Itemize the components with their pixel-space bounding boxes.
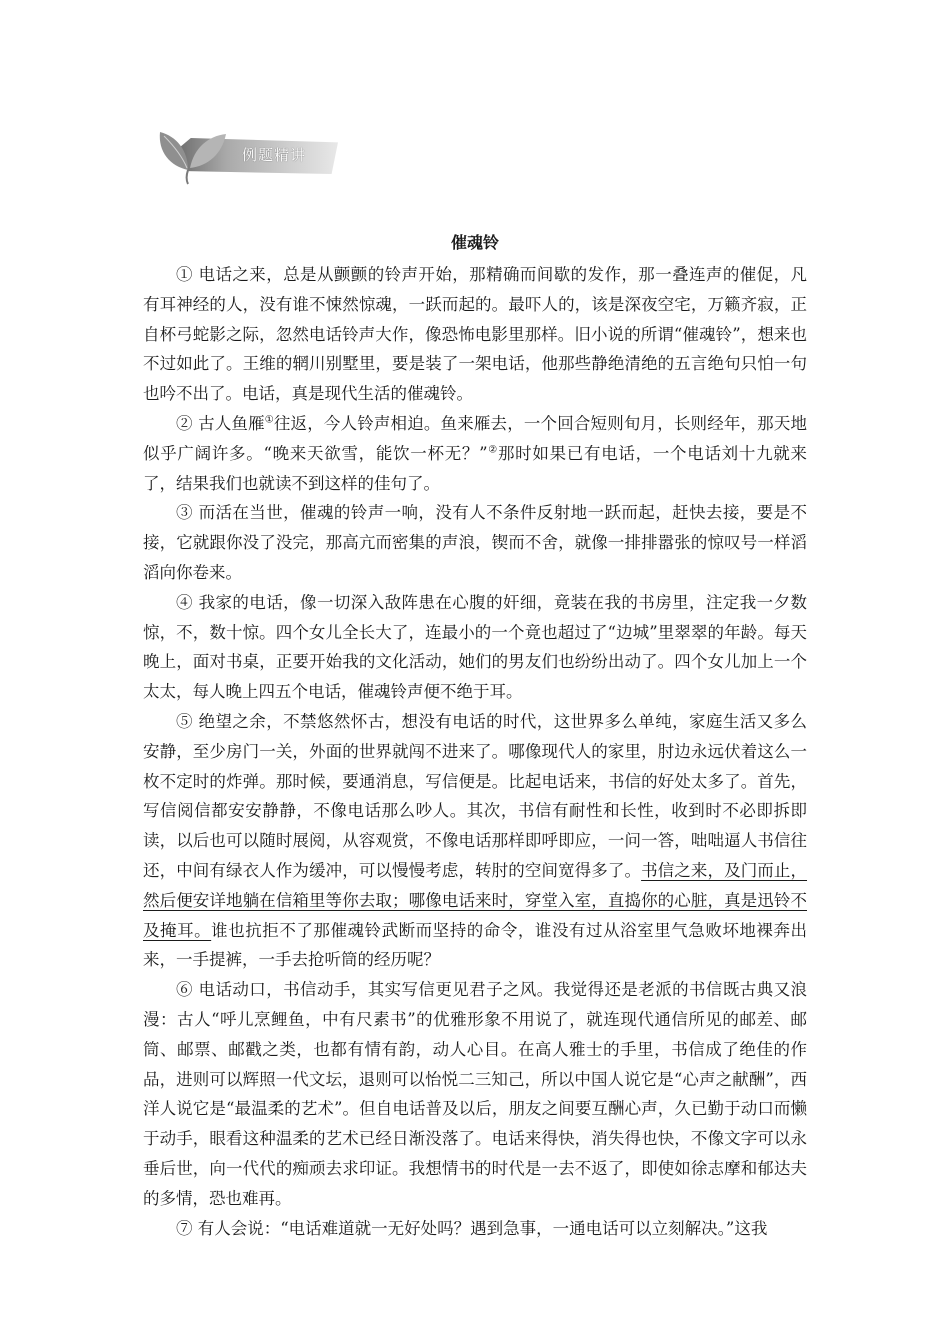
article-paragraph: [143, 260, 807, 409]
article-paragraph: [143, 588, 807, 707]
paragraph-text: ④ 我家的电话，像一切深入敌阵患在心腹的奸细，竟装在我的书房里，注定我一夕数惊，不，数十惊。四个女儿全长大了，连最小的一个竟也超过了“边城”里翠翠的年龄。每天晚上，面对书桌，正要开始我的文化活动，她们的男友们也纷纷出动了。四个女儿加上一个太太，每人晚上四五个电话，催魂铃声便不绝于耳。: [143, 592, 807, 702]
paragraph-text: 那时如果已有电话，一个电话刘十九就来了，结果我们也就读不到这样的佳句了。: [143, 443, 808, 493]
leaf-icon: [150, 118, 230, 186]
article-paragraph: [143, 1214, 807, 1244]
article-title: 催魂铃: [450, 233, 499, 252]
badge-label: 例题精讲: [242, 146, 307, 164]
article: [143, 232, 807, 1243]
paragraph-text: ③ 而活在当世，催魂的铃声一响，没有人不条件反射地一跃而起，赶快去接，要是不接，它就跟你没了没完，那高亢而密集的声浪，锲而不舍，就像一排排嚣张的惊叹号一样滔滔向你卷来。: [143, 503, 807, 582]
paragraph-text: ⑦ 有人会说：“电话难道就一无好处吗？遇到急事，一通电话可以立刻解决。”这我: [176, 1218, 768, 1238]
article-paragraph: [143, 498, 807, 587]
article-paragraph: [143, 975, 807, 1213]
paragraph-text: 往返，今人铃声相迫。鱼来雁去，一个回合短则旬月，长则经年，那天地似乎广阔许多。“晚来天欲雪，能饮一杯无？”: [143, 413, 808, 463]
section-badge: [150, 118, 340, 186]
article-body: [143, 260, 807, 1243]
paragraph-text: 谁也抗拒不了那催魂铃武断而坚持的命令，谁没有过从浴室里气急败坏地裸奔出来，一手提裤，一手去抢听筒的经历呢？: [143, 920, 808, 970]
footnote-marker: ②: [487, 444, 498, 456]
paragraph-text: ⑥ 电话动口，书信动手，其实写信更见君子之风。我觉得还是老派的书信既古典又浪漫：古人“呼儿烹鲤鱼，中有尺素书”的优雅形象不用说了，就连现代通信所见的邮差、邮筒、邮票、邮戳之类，也都有情有韵，动人心目。在高人雅士的手里，书信成了绝佳的作品，进则可以辉照一代文坛，退则可以怡悦二三知己，所以中国人说它是“心声之献酬”，西洋人说它是“最温柔的艺术”。但自电话普及以后，朋友之间要互酬心声，久已勤于动口而懒于动手，眼看这种温柔的艺术已经日渐没落了。电话来得快，消失得也快，不像文字可以永垂后世，向一代代的痴顽去求印证。我想情书的时代是一去不返了，即使如徐志摩和郁达夫的多情，恐也难再。: [143, 980, 807, 1208]
paragraph-text: ② 古人鱼雁: [176, 413, 265, 433]
footnote-marker: ①: [264, 414, 274, 426]
paragraph-text: ⑤ 绝望之余，不禁悠然怀古，想没有电话的时代，这世界多么单纯，家庭生活又多么安静，至少房门一关，外面的世界就闯不进来了。哪像现代人的家里，肘边永远伏着这么一枚不定时的炸弹。那时候，要通消息，写信便是。比起电话来，书信的好处太多了。首先，写信阅信都安安静静，不像电话那么吵人。其次，书信有耐性和长性，收到时不必即拆即读，以后也可以随时展阅，从容观赏，不像电话那样即呼即应，一问一答，咄咄逼人书信往还，中间有绿衣人作为缓冲，可以慢慢考虑，转肘的空间宽得多了。: [143, 711, 807, 880]
underlined-text: 书信之来，及门而止，然后便安详地躺在信箱里等你去取；哪像电话来时，穿堂入室，直捣你的心脏，真是迅铃不及掩耳。: [143, 860, 808, 940]
article-paragraph: [143, 409, 807, 498]
article-paragraph: [143, 707, 807, 975]
paragraph-text: ① 电话之来，总是从颤颤的铃声开始，那精确而间歇的发作，那一叠连声的催促，凡有耳神经的人，没有谁不悚然惊魂，一跃而起的。最吓人的，该是深夜空宅，万籁齐寂，正自杯弓蛇影之际，忽然电话铃声大作，像恐怖电影里那样。旧小说的所谓“催魂铃”，想来也不过如此了。王维的辋川别墅里，要是装了一架电话，他那些静绝清绝的五言绝句只怕一句也吟不出了。电话，真是现代生活的催魂铃。: [143, 265, 807, 404]
